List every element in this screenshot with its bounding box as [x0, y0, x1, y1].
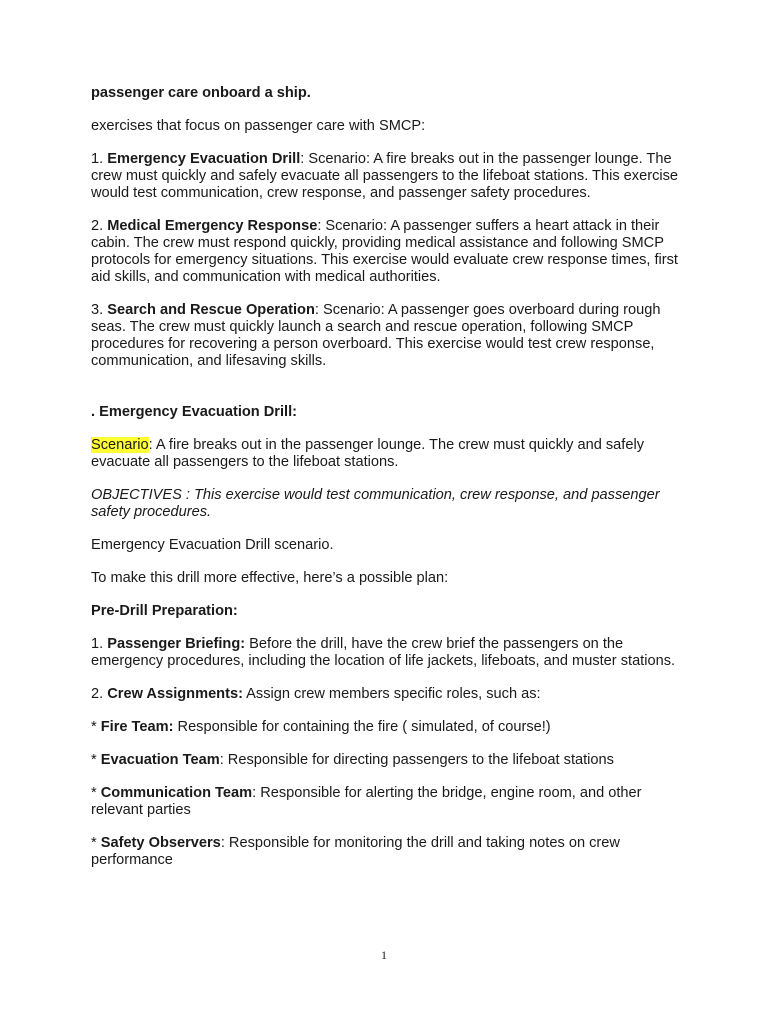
scenario-text: : A fire breaks out in the passenger lounge. The crew must quickly and safely evacuate all passengers to the lifeboat stations. — [91, 437, 644, 470]
prep-item-title: Crew Assignments: — [107, 686, 243, 702]
exercise-number: 3. — [91, 302, 108, 318]
scenario-label-highlighted: Scenario — [91, 437, 149, 453]
exercise-3 — [91, 302, 691, 370]
exercise-2 — [91, 218, 691, 286]
section-heading: . Emergency Evacuation Drill: — [91, 404, 298, 420]
team-bullet: * — [91, 835, 101, 851]
prep-item-number: 1. — [91, 636, 108, 652]
prep-item-text: Assign crew members specific roles, such as: — [242, 686, 541, 702]
prep-item-1 — [91, 636, 691, 670]
plan-line: To make this drill more effective, here’s a possible plan: — [91, 570, 449, 586]
team-bullet: * — [91, 785, 101, 801]
document-heading: passenger care onboard a ship. — [91, 85, 311, 101]
exercise-number: 2. — [91, 218, 108, 234]
prep-item-2 — [91, 686, 691, 703]
prep-heading: Pre-Drill Preparation: — [91, 603, 238, 619]
team-bullet: * — [91, 752, 101, 768]
team-item-communication — [91, 785, 691, 819]
exercise-text: : Scenario: A passenger goes overboard during rough seas. The crew must quickly launch a search and rescue operation, following SMCP procedures for recovering a person overboard. This exercise would test crew response, communication, and lifesaving skills. — [91, 302, 661, 369]
prep-item-text: Before the drill, have the crew brief the passengers on the emergency procedures, including the location of life jackets, lifeboats, and muster stations. — [91, 636, 676, 669]
team-text: Responsible for containing the fire ( simulated, of course!) — [173, 719, 551, 735]
exercise-text: : Scenario: A fire breaks out in the passenger lounge. The crew must quickly and safely evacuate all passengers to the lifeboat stations. This exercise would test communication, crew response, and passenger safety procedures. — [91, 151, 679, 201]
team-bullet: * — [91, 719, 101, 735]
team-item-safety — [91, 835, 691, 869]
exercise-title: Search and Rescue Operation — [107, 302, 315, 318]
prep-item-title: Passenger Briefing: — [107, 636, 246, 652]
exercise-title: Medical Emergency Response — [107, 218, 318, 234]
exercise-title: Emergency Evacuation Drill — [107, 151, 301, 167]
team-title: Communication Team — [100, 785, 253, 801]
exercise-text: : Scenario: A passenger suffers a heart attack in their cabin. The crew must respond quickly, providing medical assistance and following SMCP protocols for emergency situations. This exercise would evaluate crew response times, first aid skills, and communication with medical authorities. — [91, 218, 678, 285]
team-title: Evacuation Team — [100, 752, 220, 768]
page-number: 1 — [381, 948, 387, 962]
prep-item-number: 2. — [91, 686, 108, 702]
drill-line: Emergency Evacuation Drill scenario. — [91, 537, 334, 553]
document-body — [91, 85, 691, 885]
team-item-fire — [91, 719, 691, 736]
team-text: : Responsible for directing passengers to the lifeboat stations — [219, 752, 614, 768]
team-text: : Responsible for alerting the bridge, engine room, and other relevant parties — [91, 785, 642, 818]
intro-line: exercises that focus on passenger care with SMCP: — [91, 118, 426, 134]
team-text: : Responsible for monitoring the drill and taking notes on crew performance — [91, 835, 620, 868]
team-title: Fire Team: — [100, 719, 174, 735]
objectives-paragraph: OBJECTIVES : This exercise would test communication, crew response, and passenger safety procedures. — [91, 487, 660, 520]
exercise-number: 1. — [91, 151, 108, 167]
scenario-paragraph — [91, 437, 691, 471]
team-item-evacuation — [91, 752, 691, 769]
exercise-1 — [91, 151, 691, 202]
team-title: Safety Observers — [100, 835, 221, 851]
